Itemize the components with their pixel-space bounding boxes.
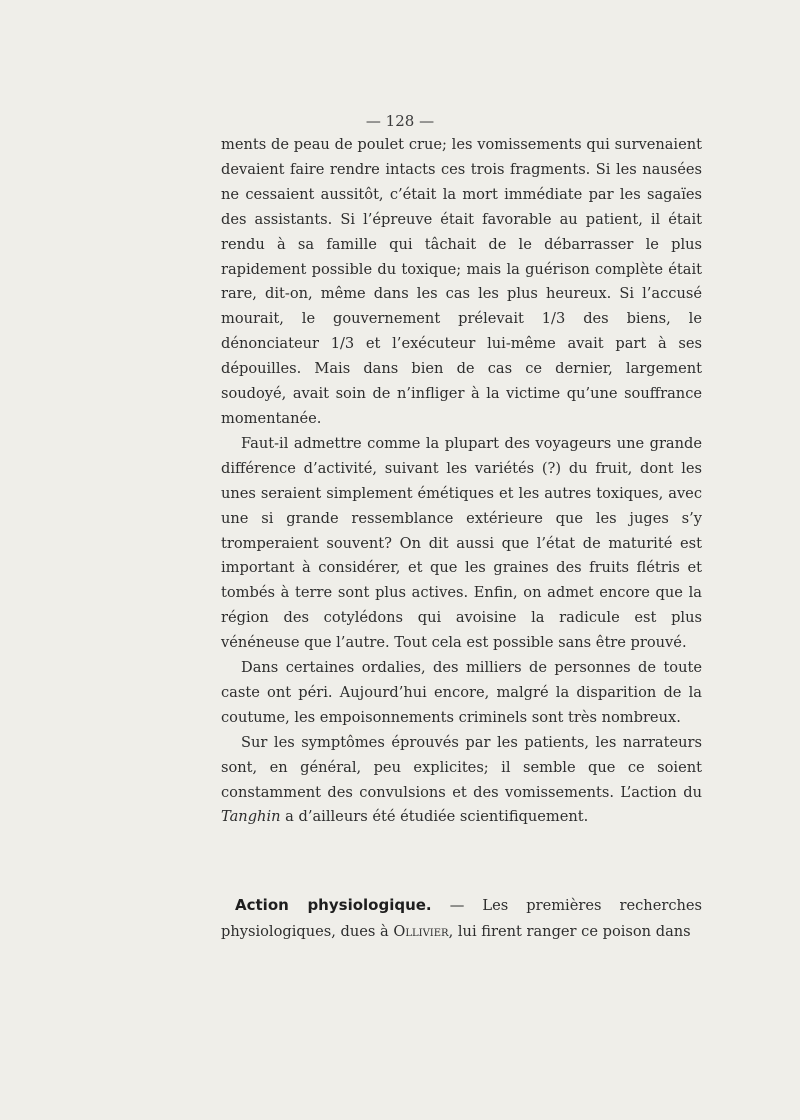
section-heading: Action physiologique. <box>235 896 432 914</box>
paragraph-4 <box>221 731 702 831</box>
body-text <box>221 133 702 830</box>
section-text-end: , lui firent ranger ce poison dans <box>448 923 691 940</box>
paragraph-1: ments de peau de poulet crue; les vomissements qui survenaient devaient faire rendre intacts ces trois fragments. Si les nausées ne cessaient aussitôt, c’était la mort immédiate par les sagaïes des assistants. Si l’épreuve était favorable au patient, il était rendu à sa famille qui tâchait de le débarrasser le plus rapidement possible du toxique; mais la guérison complète était rare, dit-on, même dans les cas les plus heureux. Si l’accusé mourait, le gouvernement prélevait 1/3 des biens, le dénonciateur 1/3 et l’exécuteur lui-même avait part à ses dépouilles. Mais dans bien de cas ce dernier, largement soudoyé, avait soin de n’infliger à la victime qu’une souffrance momentanée. <box>221 136 702 427</box>
paragraph-3: Dans certaines ordalies, des milliers de personnes de toute caste ont péri. Aujourd’hui encore, malgré la disparition de la coutume, les empoisonnements criminels sont très nombreux. <box>221 659 702 726</box>
author-name: Ollivier <box>393 923 449 940</box>
paragraph-4-start: Sur les symptômes éprouvés par les patients, les narrateurs sont, en général, peu explicites; il semble que ce soient constamment des convulsions et des vomissements. L’action du <box>221 733 702 801</box>
section-action-physiologique <box>221 892 702 945</box>
tanghin-term: Tanghin <box>221 808 281 826</box>
page-number: — 128 — <box>365 112 435 130</box>
paragraph-2: Faut-il admettre comme la plupart des voyageurs une grande différence d’activité, suivant les variétés (?) du fruit, dont les unes seraient simplement émétiques et les autres toxiques, avec une si grande ressemblance extérieure que les juges s’y tromperaient souvent? On dit aussi que l’état de maturité est important à considérer, et que les graines des fruits flétris et tombés à terre sont plus actives. Enfin, on admet encore que la région des cotylédons qui avoisine la radicule est plus vénéneuse que l’autre. Tout cela est possible sans être prouvé. <box>221 434 702 652</box>
section-text-start: — Les premières recherches physiologiques, dues à <box>221 897 703 940</box>
paragraph-4-end: a d’ailleurs été étudiée scientifiquement. <box>285 808 589 826</box>
